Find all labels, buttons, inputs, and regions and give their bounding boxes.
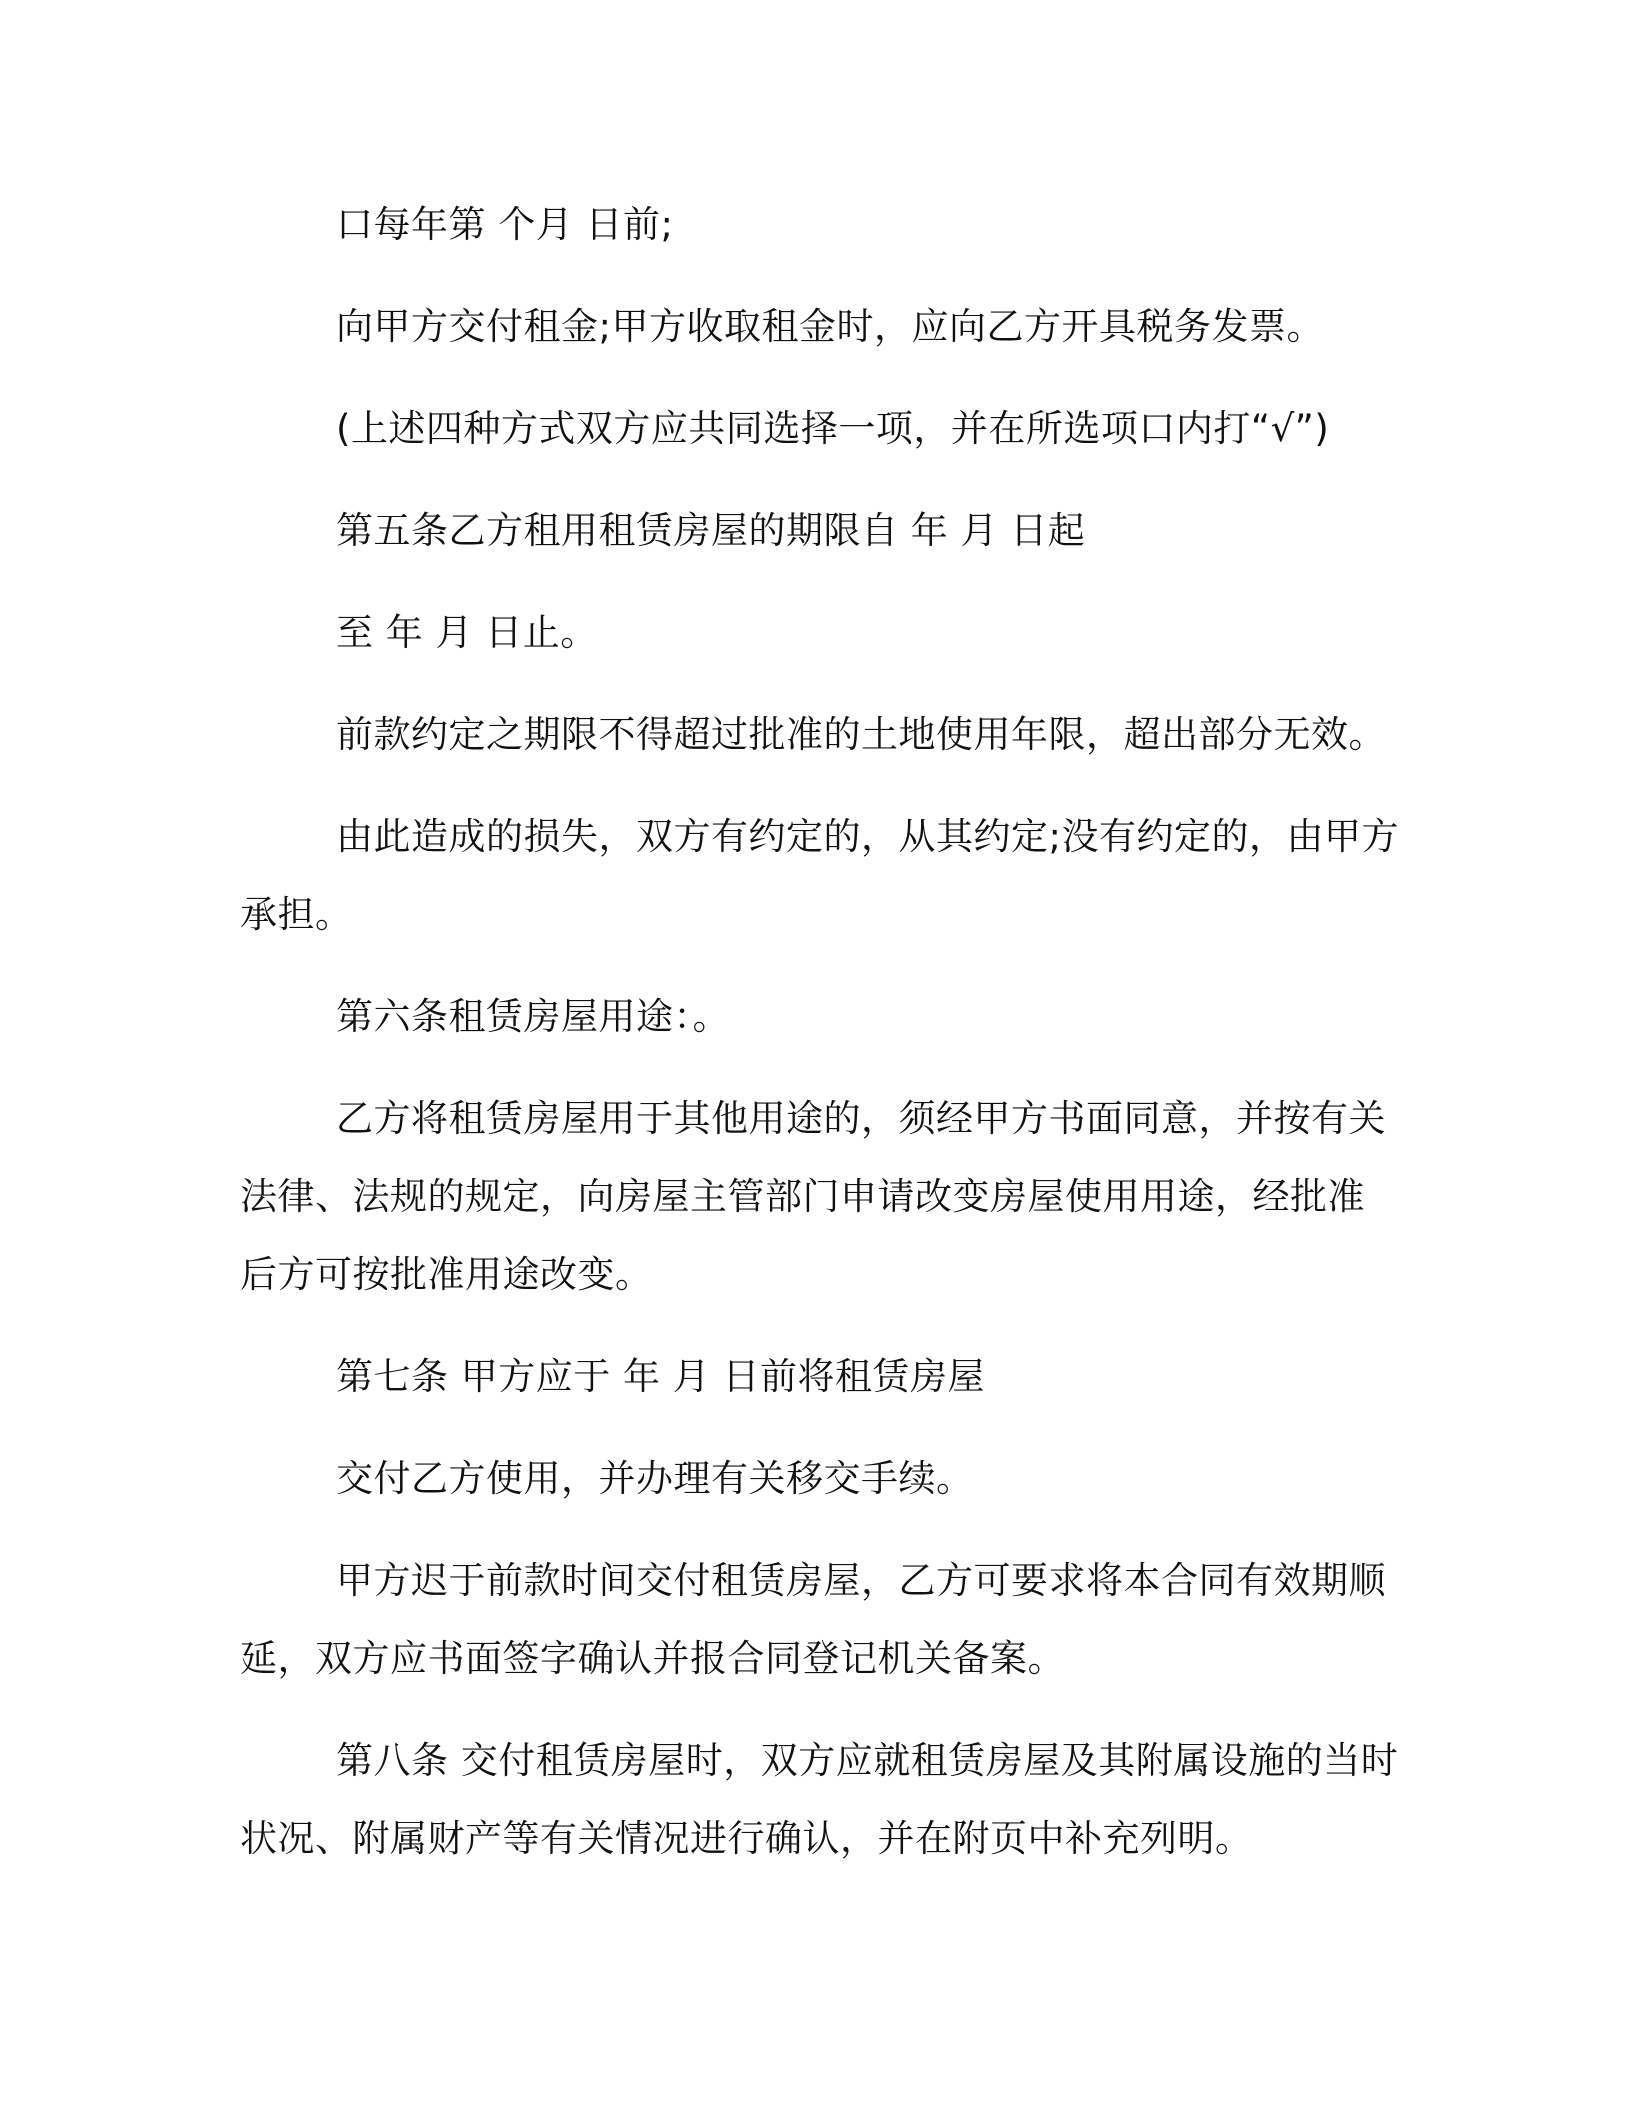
paragraph-8: 第六条租赁房屋用途：。 [336,995,730,1038]
paragraph-3: (上述四种方式双方应共同选择一项，并在所选项口内打“√”) [336,407,1330,450]
paragraph-2: 向甲方交付租金;甲方收取租金时，应向乙方开具税务发票。 [336,305,1324,348]
paragraph-5: 至 年 月 日止。 [336,611,598,654]
paragraph-12: 甲方迟于前款时间交付租赁房屋，乙方可要求将本合同有效期顺延，双方应书面签字确认并报合同登记机关备案。 [240,1559,1386,1680]
paragraph-6: 前款约定之期限不得超过批准的土地使用年限，超出部分无效。 [336,713,1386,756]
paragraph-1: 口每年第 个月 日前; [336,203,674,246]
paragraph-13: 第八条 交付租赁房屋时，双方应就租赁房屋及其附属设施的当时状况、附属财产等有关情况进行确认，并在附页中补充列明。 [240,1739,1399,1860]
paragraph-9: 乙方将租赁房屋用于其他用途的，须经甲方书面同意，并按有关法律、法规的规定，向房屋主管部门申请改变房屋使用用途，经批准后方可按批准用途改变。 [240,1097,1386,1296]
paragraph-10: 第七条 甲方应于 年 月 日前将租赁房屋 [336,1355,986,1398]
paragraph-7: 由此造成的损失，双方有约定的，从其约定;没有约定的，由甲方承担。 [240,815,1399,936]
paragraph-4: 第五条乙方租用租赁房屋的期限自 年 月 日起 [336,509,1086,552]
paragraph-11: 交付乙方使用，并办理有关移交手续。 [336,1457,974,1500]
